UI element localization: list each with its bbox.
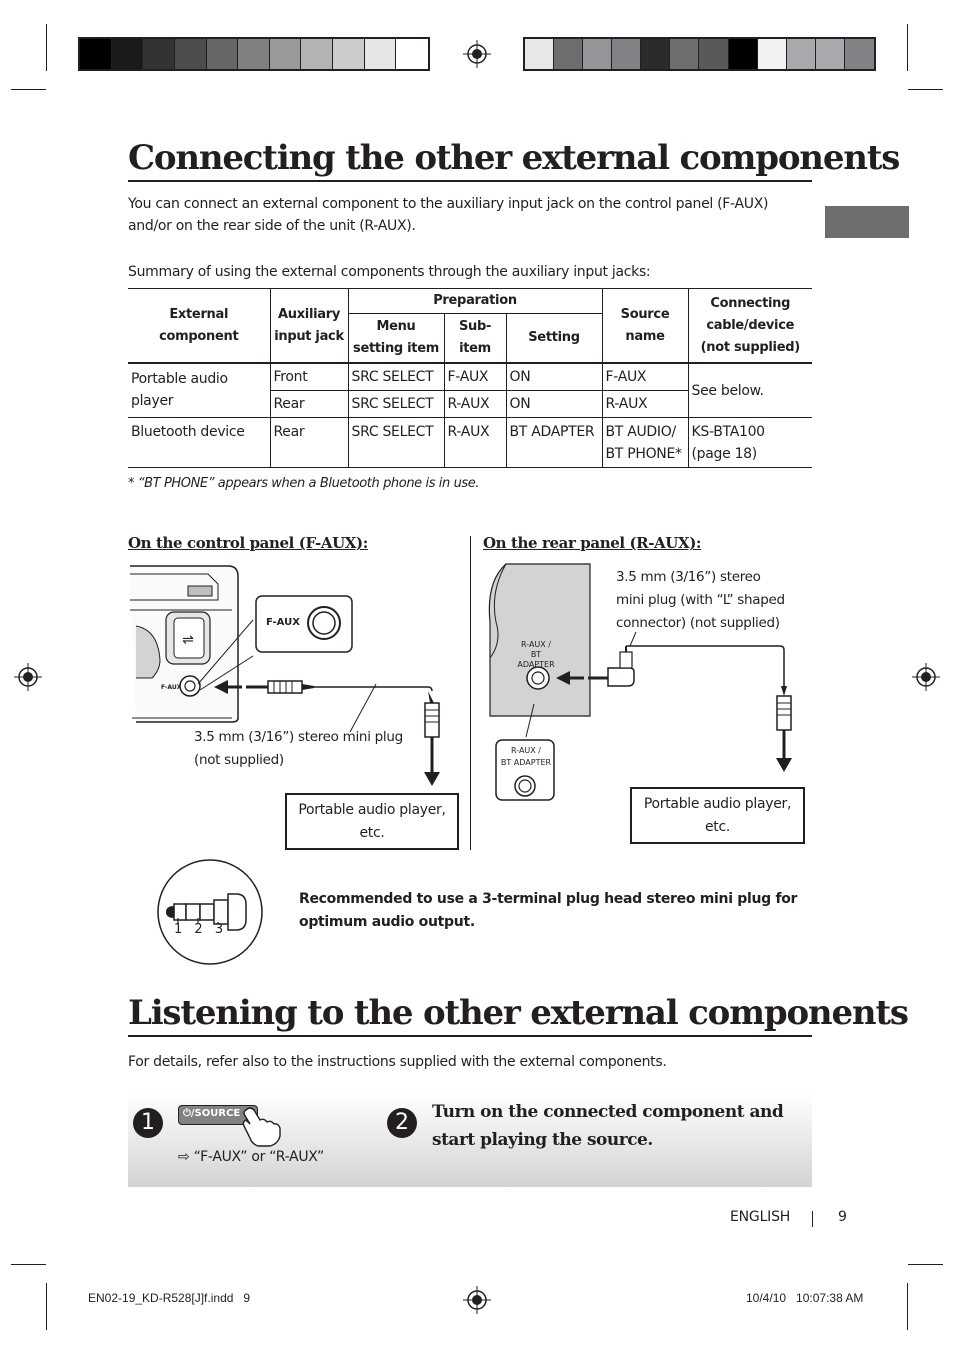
color-swatch bbox=[112, 39, 144, 69]
color-swatch bbox=[365, 39, 397, 69]
front-panel-heading: On the control panel (F-AUX): bbox=[128, 534, 368, 552]
section-title-listening: Listening to the other external components bbox=[128, 993, 812, 1037]
step-1-result bbox=[178, 1149, 324, 1165]
raux-label-bottom-line1: R-AUX / bbox=[511, 746, 541, 755]
color-swatch bbox=[270, 39, 302, 69]
terminal-1: 1 bbox=[174, 922, 183, 937]
registration-mark-icon bbox=[463, 1286, 491, 1314]
header-connecting-cable: Connecting cable/device (not supplied) bbox=[688, 289, 812, 364]
color-bar-right bbox=[523, 37, 876, 71]
page-number: 9 bbox=[838, 1209, 847, 1225]
color-swatch bbox=[238, 39, 270, 69]
raux-label-bottom-line2: BT ADAPTER bbox=[500, 758, 552, 767]
footer-language: ENGLISH bbox=[730, 1209, 791, 1225]
cell-menu: SRC SELECT bbox=[348, 363, 444, 391]
header-preparation: Preparation bbox=[348, 289, 602, 314]
color-swatch bbox=[612, 39, 641, 69]
color-swatch bbox=[525, 39, 554, 69]
cell-jack: Rear bbox=[270, 391, 348, 418]
rear-player-line1: Portable audio player, bbox=[643, 795, 792, 812]
color-swatch bbox=[787, 39, 816, 69]
color-swatch bbox=[845, 39, 874, 69]
rear-panel-heading: On the rear panel (R-AUX): bbox=[483, 534, 702, 552]
terminal-3: 3 bbox=[214, 922, 224, 937]
cell-source-line2: BT PHONE* bbox=[605, 446, 682, 462]
arrow-right-icon: ⇨ bbox=[178, 1149, 190, 1165]
rear-plug-label bbox=[616, 566, 785, 635]
cell-cable: See below. bbox=[688, 363, 812, 418]
cell-jack: Rear bbox=[270, 418, 348, 468]
header-sub-item: Sub-item bbox=[444, 314, 506, 364]
language-tab bbox=[825, 206, 909, 238]
slug-file: EN02-19_KD-R528[J]f.indd 9 bbox=[88, 1291, 251, 1305]
cell-source: R-AUX bbox=[602, 391, 688, 418]
step-2-text: Turn on the connected component and start playing the source. bbox=[432, 1102, 784, 1150]
header-source-name: Source name bbox=[602, 289, 688, 364]
cell-sub: F-AUX bbox=[444, 363, 506, 391]
color-swatch bbox=[207, 39, 239, 69]
raux-label-top bbox=[512, 640, 560, 670]
cell-setting: ON bbox=[506, 363, 602, 391]
color-swatch bbox=[641, 39, 670, 69]
cell-source: F-AUX bbox=[602, 363, 688, 391]
registration-mark-icon bbox=[463, 40, 491, 68]
color-swatch bbox=[583, 39, 612, 69]
color-swatch bbox=[699, 39, 728, 69]
summary-table bbox=[128, 288, 812, 468]
cell-cable bbox=[688, 418, 812, 468]
cell-cable-line1: KS-BTA100 bbox=[691, 424, 765, 440]
terminal-2: 2 bbox=[194, 922, 203, 937]
hand-press-icon bbox=[236, 1106, 284, 1148]
table-footnote: * “BT PHONE” appears when a Bluetooth phone is in use. bbox=[128, 476, 480, 491]
footer-separator bbox=[812, 1211, 813, 1227]
slug-date: 10/4/10 10:07:38 AM bbox=[746, 1291, 864, 1305]
registration-mark-icon bbox=[14, 663, 42, 691]
table-row bbox=[128, 418, 812, 468]
plug-terminal-labels bbox=[174, 922, 223, 937]
rear-player-box bbox=[630, 787, 805, 844]
header-auxiliary-input-jack: Auxiliary input jack bbox=[270, 289, 348, 364]
rear-player-line2: etc. bbox=[704, 818, 731, 835]
step-1-number: 1 bbox=[133, 1108, 163, 1138]
color-swatch bbox=[554, 39, 583, 69]
faux-small-label: F-AUX bbox=[161, 684, 182, 691]
front-plug-label-line1: 3.5 mm (3/16”) stereo mini plug bbox=[194, 729, 403, 745]
color-swatch bbox=[396, 39, 428, 69]
source-button-label: ⏻/SOURCE bbox=[183, 1108, 241, 1119]
cell-setting: BT ADAPTER bbox=[506, 418, 602, 468]
front-plug-label bbox=[194, 726, 403, 772]
front-plug-label-line2: (not supplied) bbox=[194, 752, 284, 768]
front-player-box bbox=[285, 793, 459, 850]
cell-setting: ON bbox=[506, 391, 602, 418]
recommendation-text: Recommended to use a 3-terminal plug head stereo mini plug for optimum audio output. bbox=[299, 891, 798, 930]
color-swatch bbox=[80, 39, 112, 69]
color-swatch bbox=[816, 39, 845, 69]
raux-label-bottom bbox=[497, 745, 555, 769]
column-divider bbox=[470, 536, 471, 850]
cell-source bbox=[602, 418, 688, 468]
cell-menu: SRC SELECT bbox=[348, 418, 444, 468]
header-external-component: External component bbox=[128, 289, 270, 364]
listening-intro: For details, refer also to the instructions supplied with the external components. bbox=[128, 1054, 667, 1070]
registration-mark-icon bbox=[912, 663, 940, 691]
color-swatch bbox=[670, 39, 699, 69]
raux-label-top-line2: BT ADAPTER bbox=[517, 650, 555, 669]
summary-intro: Summary of using the external components through the auxiliary input jacks: bbox=[128, 264, 651, 280]
cell-menu: SRC SELECT bbox=[348, 391, 444, 418]
header-menu-setting-item: Menu setting item bbox=[348, 314, 444, 364]
faux-callout-label: F-AUX bbox=[266, 617, 300, 628]
cell-cable-line2: (page 18) bbox=[691, 446, 757, 462]
cell-component: Bluetooth device bbox=[128, 418, 270, 468]
color-swatch bbox=[333, 39, 365, 69]
color-swatch bbox=[301, 39, 333, 69]
cell-component: Portable audio player bbox=[128, 363, 270, 418]
front-player-line1: Portable audio player, bbox=[298, 801, 446, 818]
color-swatch bbox=[175, 39, 207, 69]
front-player-line2: etc. bbox=[359, 824, 385, 841]
cell-source-line1: BT AUDIO/ bbox=[605, 424, 676, 440]
header-setting: Setting bbox=[506, 314, 602, 364]
color-swatch bbox=[729, 39, 758, 69]
raux-label-top-line1: R-AUX / bbox=[521, 640, 551, 649]
step-2-number: 2 bbox=[387, 1108, 417, 1138]
cell-sub: R-AUX bbox=[444, 418, 506, 468]
intro-paragraph: You can connect an external component to the auxiliary input jack on the control panel (F-AUX) and/or on the rear side of the unit (R-AUX). bbox=[128, 196, 769, 234]
rear-plug-label-line1: 3.5 mm (3/16”) stereo bbox=[616, 569, 761, 585]
plug-head-icon bbox=[154, 858, 266, 966]
color-bar-left bbox=[78, 37, 430, 71]
color-swatch bbox=[758, 39, 787, 69]
section-title-connecting: Connecting the other external components bbox=[128, 138, 812, 182]
rear-plug-label-line3: connector) (not supplied) bbox=[616, 615, 780, 631]
svg-text:⇌: ⇌ bbox=[182, 632, 194, 648]
table-row bbox=[128, 363, 812, 391]
color-swatch bbox=[143, 39, 175, 69]
cell-sub: R-AUX bbox=[444, 391, 506, 418]
rear-plug-label-line2: mini plug (with “L” shaped bbox=[616, 592, 785, 608]
step-1-result-text: “F-AUX” or “R-AUX” bbox=[193, 1149, 324, 1165]
cell-jack: Front bbox=[270, 363, 348, 391]
